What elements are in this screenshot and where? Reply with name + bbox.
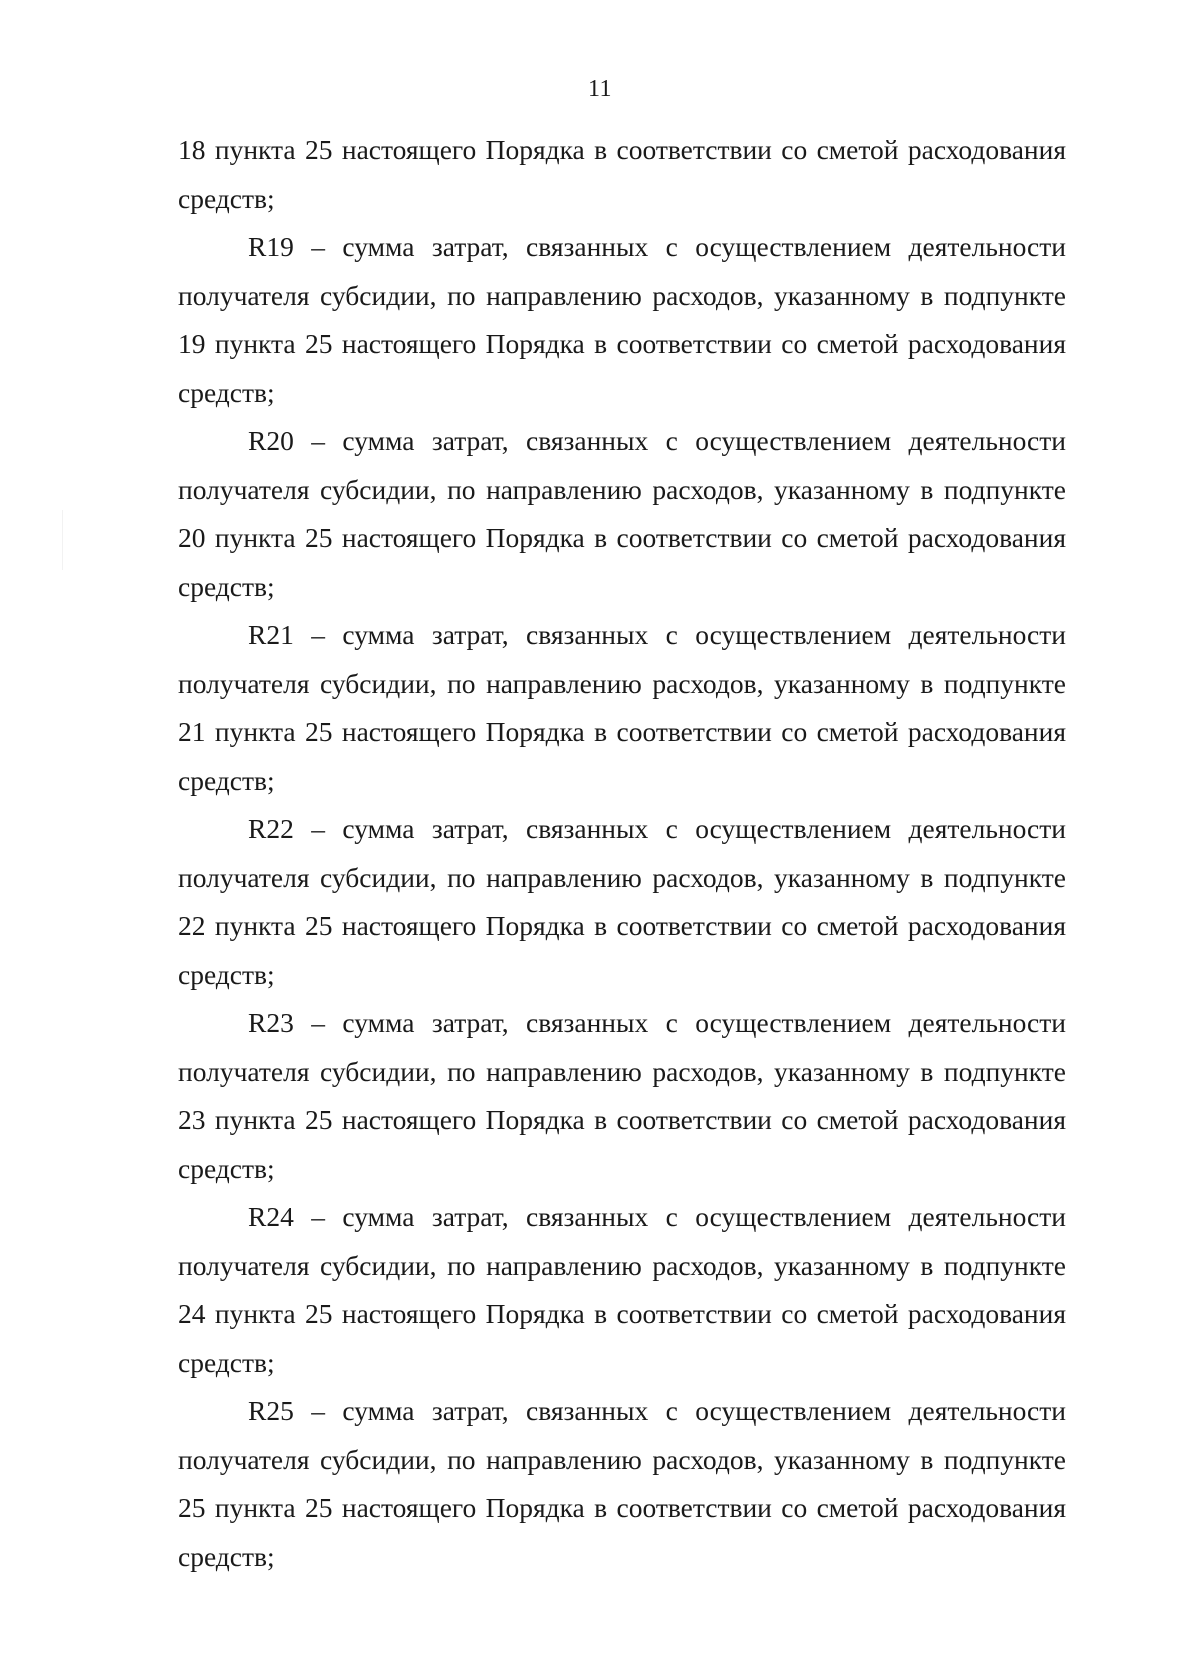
text-line: R20 – сумма затрат, связанных с осуществлением деятельности xyxy=(248,425,1066,456)
text-line: R24 – сумма затрат, связанных с осуществлением деятельности xyxy=(248,1201,1066,1232)
paragraph-r19-cont xyxy=(178,272,1066,418)
text-line: средств; xyxy=(178,376,275,408)
paragraph-r21-cont xyxy=(178,660,1066,806)
text-line: R21 – сумма затрат, связанных с осуществлением деятельности xyxy=(248,619,1066,650)
text-line: 18 пункта 25 настоящего Порядка в соответствии со сметой расходования xyxy=(178,134,1066,165)
intro-paragraph xyxy=(178,126,1066,223)
text-line: получателя субсидии, по направлению расходов, указанному в подпункте xyxy=(178,861,1066,893)
paragraph-r19 xyxy=(178,223,1066,272)
text-line: получателя субсидии, по направлению расходов, указанному в подпункте xyxy=(178,1443,1066,1475)
paragraph-r20 xyxy=(178,417,1066,466)
text-line: 21 пункта 25 настоящего Порядка в соответствии со сметой расходования xyxy=(178,716,1066,747)
text-line: 22 пункта 25 настоящего Порядка в соответствии со сметой расходования xyxy=(178,910,1066,941)
text-line: получателя субсидии, по направлению расходов, указанному в подпункте xyxy=(178,473,1066,505)
text-line: 25 пункта 25 настоящего Порядка в соответствии со сметой расходования xyxy=(178,1492,1066,1523)
paragraph-r25-cont xyxy=(178,1436,1066,1582)
text-line: средств; xyxy=(178,958,275,990)
text-line: R25 – сумма затрат, связанных с осуществлением деятельности xyxy=(248,1395,1066,1426)
text-line: получателя субсидии, по направлению расходов, указанному в подпункте xyxy=(178,279,1066,311)
text-line: средств; xyxy=(178,182,275,214)
paragraph-r25 xyxy=(178,1387,1066,1436)
text-line: получателя субсидии, по направлению расходов, указанному в подпункте xyxy=(178,1249,1066,1281)
paragraph-r22-cont xyxy=(178,854,1066,1000)
paragraph-r23-cont xyxy=(178,1048,1066,1194)
text-line: 20 пункта 25 настоящего Порядка в соответствии со сметой расходования xyxy=(178,522,1066,553)
paragraph-r20-cont xyxy=(178,466,1066,612)
document-body xyxy=(178,126,1066,1581)
paragraph-r24-cont xyxy=(178,1242,1066,1388)
text-line: средств; xyxy=(178,570,275,602)
text-line: 23 пункта 25 настоящего Порядка в соответствии со сметой расходования xyxy=(178,1104,1066,1135)
scan-artifact xyxy=(62,510,63,570)
paragraph-r21 xyxy=(178,611,1066,660)
text-line: 19 пункта 25 настоящего Порядка в соответствии со сметой расходования xyxy=(178,328,1066,359)
text-line: R22 – сумма затрат, связанных с осуществлением деятельности xyxy=(248,813,1066,844)
text-line: средств; xyxy=(178,1540,275,1572)
page-number: 11 xyxy=(587,76,613,102)
paragraph-r24 xyxy=(178,1193,1066,1242)
text-line: средств; xyxy=(178,764,275,796)
text-line: средств; xyxy=(178,1152,275,1184)
text-line: получателя субсидии, по направлению расходов, указанному в подпункте xyxy=(178,1055,1066,1087)
paragraph-r22 xyxy=(178,805,1066,854)
text-line: 24 пункта 25 настоящего Порядка в соответствии со сметой расходования xyxy=(178,1298,1066,1329)
text-line: R19 – сумма затрат, связанных с осуществлением деятельности xyxy=(248,231,1066,262)
text-line: получателя субсидии, по направлению расходов, указанному в подпункте xyxy=(178,667,1066,699)
text-line: средств; xyxy=(178,1346,275,1378)
paragraph-r23 xyxy=(178,999,1066,1048)
text-line: R23 – сумма затрат, связанных с осуществлением деятельности xyxy=(248,1007,1066,1038)
